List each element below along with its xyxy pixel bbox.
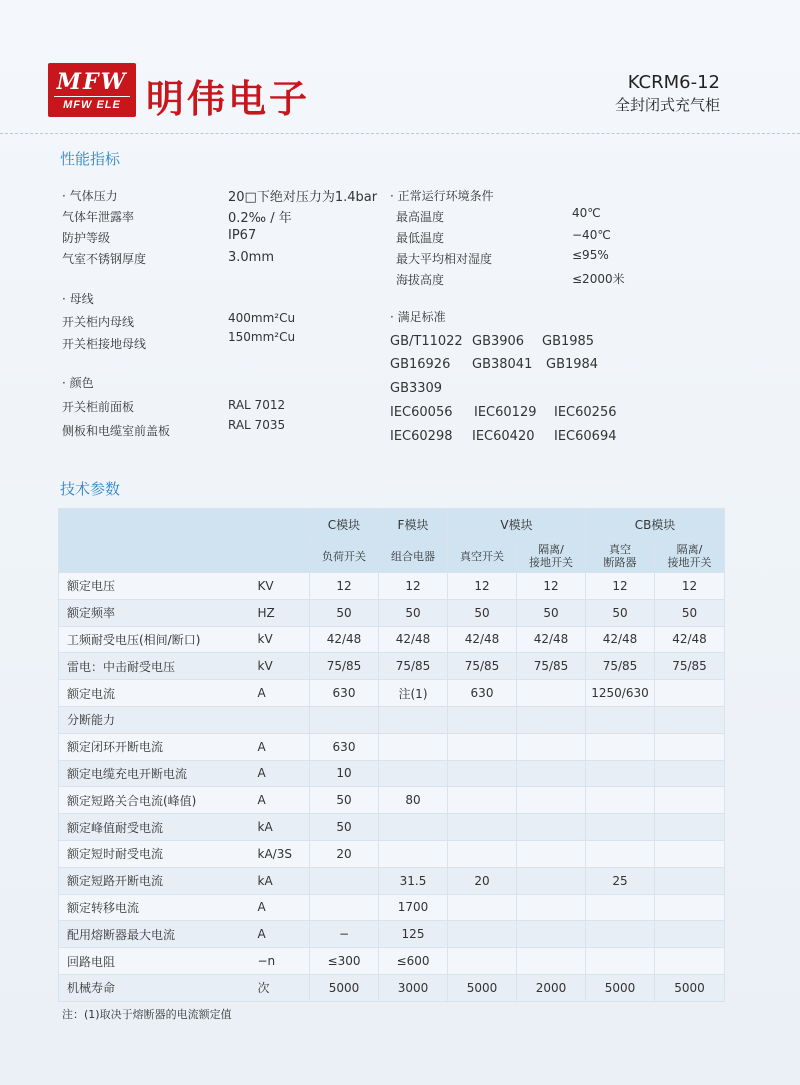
param-value xyxy=(310,894,379,921)
param-value: 25 xyxy=(586,867,655,894)
param-value xyxy=(448,840,517,867)
tech-params-table xyxy=(58,508,725,1002)
spec-value: 0.2‰ / 年 xyxy=(228,211,292,226)
spec-label: 开关柜内母线 xyxy=(62,315,135,329)
param-value: 75/85 xyxy=(586,653,655,680)
standard-item: IEC60256 xyxy=(554,405,617,420)
standards-heading: · 满足标准 xyxy=(390,310,446,324)
param-unit: kA xyxy=(254,814,310,841)
param-value: 5000 xyxy=(448,974,517,1001)
param-value xyxy=(586,840,655,867)
param-name: 额定短路开断电流 xyxy=(59,867,254,894)
table-row xyxy=(59,948,725,975)
standard-item: GB3906 xyxy=(472,334,525,349)
param-unit: A xyxy=(254,733,310,760)
param-unit: A xyxy=(254,680,310,707)
param-value xyxy=(517,814,586,841)
param-value: 75/85 xyxy=(310,653,379,680)
param-value xyxy=(655,680,725,707)
param-unit: HZ xyxy=(254,599,310,626)
spec-value: RAL 7035 xyxy=(228,418,286,432)
header-switch-type: 隔离/ 接地开关 xyxy=(655,540,725,573)
param-value: 50 xyxy=(379,599,448,626)
param-value xyxy=(655,706,725,733)
standard-item: GB38041 xyxy=(472,357,533,372)
logo-mark: MFW xyxy=(56,69,128,95)
param-value: 75/85 xyxy=(379,653,448,680)
header-module: V模块 xyxy=(448,509,586,540)
param-value xyxy=(655,733,725,760)
param-value xyxy=(517,680,586,707)
table-row xyxy=(59,653,725,680)
param-value: 50 xyxy=(655,599,725,626)
param-value xyxy=(655,921,725,948)
param-unit: kA xyxy=(254,867,310,894)
logo-subtext: MFW ELE xyxy=(63,99,121,111)
param-value xyxy=(655,867,725,894)
table-row xyxy=(59,921,725,948)
param-unit: KV xyxy=(254,573,310,600)
standard-item: IEC60420 xyxy=(472,429,535,444)
header-switch-type: 隔离/ 接地开关 xyxy=(517,540,586,573)
param-value: 630 xyxy=(310,680,379,707)
param-value: ≤300 xyxy=(310,948,379,975)
param-value xyxy=(517,867,586,894)
param-unit: A xyxy=(254,894,310,921)
header-module: F模块 xyxy=(379,509,448,540)
standard-item: GB/T11022 xyxy=(390,334,463,349)
param-name: 额定峰值耐受电流 xyxy=(59,814,254,841)
mfw-logo xyxy=(48,63,136,117)
param-name: 配用熔断器最大电流 xyxy=(59,921,254,948)
param-name: 额定转移电流 xyxy=(59,894,254,921)
param-unit: −n xyxy=(254,948,310,975)
param-value xyxy=(379,814,448,841)
param-value xyxy=(586,733,655,760)
param-value: 5000 xyxy=(586,974,655,1001)
env-label: 最高温度 xyxy=(396,210,445,224)
param-value: 42/48 xyxy=(586,626,655,653)
param-value: 42/48 xyxy=(310,626,379,653)
table-row xyxy=(59,680,725,707)
table-header-row xyxy=(59,509,725,540)
model-description: 全封闭式充气柜 xyxy=(614,96,720,114)
table-row xyxy=(59,974,725,1001)
param-value: 42/48 xyxy=(379,626,448,653)
param-value: 50 xyxy=(517,599,586,626)
header-module: CB模块 xyxy=(586,509,725,540)
param-unit: A xyxy=(254,787,310,814)
spec-value: 20□下绝对压力为1.4bar xyxy=(228,190,378,205)
param-value xyxy=(655,760,725,787)
header-switch-type: 负荷开关 xyxy=(310,540,379,573)
param-value xyxy=(586,760,655,787)
env-label: 最低温度 xyxy=(396,231,445,245)
param-value xyxy=(517,760,586,787)
param-name: 分断能力 xyxy=(59,706,254,733)
env-value: −40℃ xyxy=(572,228,611,242)
table-row xyxy=(59,894,725,921)
param-value xyxy=(517,733,586,760)
standard-item: GB1985 xyxy=(542,334,595,349)
param-value: 50 xyxy=(310,787,379,814)
param-value xyxy=(379,733,448,760)
env-label: 最大平均相对湿度 xyxy=(396,252,493,266)
param-unit: kV xyxy=(254,653,310,680)
header-switch-type: 组合电器 xyxy=(379,540,448,573)
spec-value: 150mm²Cu xyxy=(228,330,296,344)
param-value xyxy=(586,921,655,948)
table-row xyxy=(59,840,725,867)
logo-divider xyxy=(54,96,130,97)
table-row xyxy=(59,733,725,760)
param-unit: A xyxy=(254,760,310,787)
table-row xyxy=(59,706,725,733)
param-value xyxy=(517,787,586,814)
table-row xyxy=(59,787,725,814)
table-row xyxy=(59,626,725,653)
standard-item: GB16926 xyxy=(390,357,451,372)
brand-name: 明伟电子 xyxy=(146,77,311,121)
param-value xyxy=(517,840,586,867)
header-switch-type: 真空开关 xyxy=(448,540,517,573)
param-value xyxy=(586,787,655,814)
param-value: 12 xyxy=(517,573,586,600)
param-value: 12 xyxy=(655,573,725,600)
param-value: 注(1) xyxy=(379,680,448,707)
param-value: 50 xyxy=(586,599,655,626)
param-name: 额定闭环开断电流 xyxy=(59,733,254,760)
param-value xyxy=(655,894,725,921)
standard-item: IEC60056 xyxy=(390,405,453,420)
param-value xyxy=(448,921,517,948)
spec-value: RAL 7012 xyxy=(228,398,286,412)
header-module: C模块 xyxy=(310,509,379,540)
param-value: − xyxy=(310,921,379,948)
param-value: 42/48 xyxy=(448,626,517,653)
param-value: 75/85 xyxy=(517,653,586,680)
param-name: 额定短时耐受电流 xyxy=(59,840,254,867)
standard-item: IEC60694 xyxy=(554,429,617,444)
param-value xyxy=(448,733,517,760)
param-value: 20 xyxy=(448,867,517,894)
param-value xyxy=(655,814,725,841)
env-heading: · 正常运行环境条件 xyxy=(390,189,494,203)
env-label: 海拔高度 xyxy=(396,273,445,287)
env-value: ≤2000米 xyxy=(572,272,625,286)
param-name: 额定电流 xyxy=(59,680,254,707)
param-value xyxy=(586,894,655,921)
color-heading: · 颜色 xyxy=(62,376,94,390)
param-unit: 次 xyxy=(254,974,310,1001)
param-value xyxy=(655,787,725,814)
param-value xyxy=(379,760,448,787)
model-number: KCRM6-12 xyxy=(627,72,720,93)
param-value: 10 xyxy=(310,760,379,787)
spec-label: · 气体压力 xyxy=(62,189,118,203)
param-name: 额定电压 xyxy=(59,573,254,600)
spec-label: 侧板和电缆室前盖板 xyxy=(62,424,171,438)
param-value: 2000 xyxy=(517,974,586,1001)
param-value xyxy=(655,948,725,975)
param-value: 80 xyxy=(379,787,448,814)
standard-item: GB3309 xyxy=(390,381,443,396)
param-value: 3000 xyxy=(379,974,448,1001)
param-value xyxy=(448,948,517,975)
param-unit: kV xyxy=(254,626,310,653)
param-name: 额定电缆充电开断电流 xyxy=(59,760,254,787)
table-row xyxy=(59,814,725,841)
param-name: 工频耐受电压(相间/断口) xyxy=(59,626,254,653)
env-value: ≤95% xyxy=(572,248,609,262)
param-value xyxy=(586,706,655,733)
header-blank xyxy=(59,509,310,573)
param-value xyxy=(517,921,586,948)
param-value: 125 xyxy=(379,921,448,948)
spec-value: 3.0mm xyxy=(228,250,275,265)
param-value: 50 xyxy=(448,599,517,626)
header-divider xyxy=(0,133,800,134)
param-value: 50 xyxy=(310,599,379,626)
spec-label: 开关柜接地母线 xyxy=(62,337,147,351)
tech-params-title: 技术参数 xyxy=(60,480,121,498)
standard-item: GB1984 xyxy=(546,357,599,372)
standard-item: IEC60129 xyxy=(474,405,537,420)
param-value: 5000 xyxy=(310,974,379,1001)
param-value xyxy=(448,760,517,787)
table-row xyxy=(59,573,725,600)
param-value xyxy=(379,706,448,733)
param-value: 1700 xyxy=(379,894,448,921)
param-value xyxy=(517,948,586,975)
param-value xyxy=(586,948,655,975)
param-value: ≤600 xyxy=(379,948,448,975)
param-value: 75/85 xyxy=(655,653,725,680)
param-value xyxy=(448,787,517,814)
header-switch-type: 真空 断路器 xyxy=(586,540,655,573)
param-name: 额定短路关合电流(峰值) xyxy=(59,787,254,814)
standard-item: IEC60298 xyxy=(390,429,453,444)
param-value: 20 xyxy=(310,840,379,867)
param-value: 630 xyxy=(310,733,379,760)
param-value: 12 xyxy=(379,573,448,600)
footnote: 注：(1)取决于熔断器的电流额定值 xyxy=(62,1008,232,1021)
param-name: 雷电：中击耐受电压 xyxy=(59,653,254,680)
param-value xyxy=(448,706,517,733)
param-name: 机械寿命 xyxy=(59,974,254,1001)
param-value xyxy=(310,867,379,894)
table-row xyxy=(59,760,725,787)
param-value xyxy=(448,814,517,841)
param-unit xyxy=(254,706,310,733)
busbar-heading: · 母线 xyxy=(62,292,94,306)
param-value xyxy=(517,706,586,733)
table-row xyxy=(59,867,725,894)
param-name: 额定频率 xyxy=(59,599,254,626)
spec-label: 气体年泄露率 xyxy=(62,210,135,224)
param-value xyxy=(586,814,655,841)
spec-label: 防护等级 xyxy=(62,231,111,245)
spec-label: 开关柜前面板 xyxy=(62,400,135,414)
env-value: 40℃ xyxy=(572,206,601,220)
param-value: 12 xyxy=(448,573,517,600)
param-value: 5000 xyxy=(655,974,725,1001)
param-value: 75/85 xyxy=(448,653,517,680)
param-value: 630 xyxy=(448,680,517,707)
param-value xyxy=(655,840,725,867)
param-value: 42/48 xyxy=(517,626,586,653)
param-unit: kA/3S xyxy=(254,840,310,867)
param-value: 1250/630 xyxy=(586,680,655,707)
table-row xyxy=(59,599,725,626)
param-value xyxy=(379,840,448,867)
param-value xyxy=(310,706,379,733)
param-value xyxy=(448,894,517,921)
param-name: 回路电阻 xyxy=(59,948,254,975)
param-value: 42/48 xyxy=(655,626,725,653)
param-value xyxy=(517,894,586,921)
spec-value: IP67 xyxy=(228,228,257,243)
param-value: 12 xyxy=(586,573,655,600)
param-value: 50 xyxy=(310,814,379,841)
param-value: 12 xyxy=(310,573,379,600)
param-value: 31.5 xyxy=(379,867,448,894)
performance-title: 性能指标 xyxy=(60,150,121,168)
spec-label: 气室不锈钢厚度 xyxy=(62,252,147,266)
param-unit: A xyxy=(254,921,310,948)
spec-value: 400mm²Cu xyxy=(228,311,296,325)
